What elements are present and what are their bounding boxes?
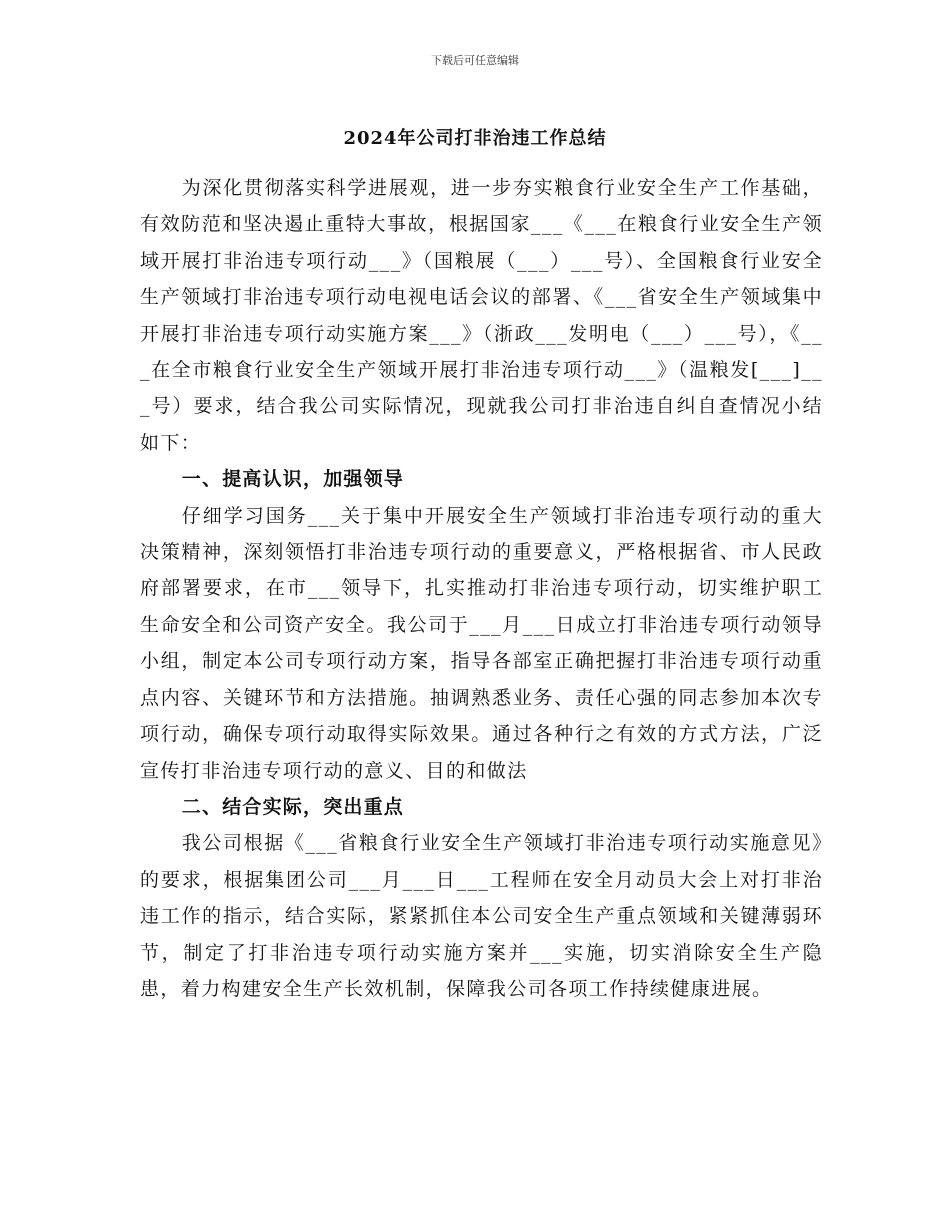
- paragraph-intro: 为深化贯彻落实科学进展观，进一步夯实粮食行业安全生产工作基础，有效防范和坚决遏止重特大事故，根据国家___《___在粮食行业安全生产领域开展打非治违专项行动___》（国粮展（___）___号）、全国粮食行业安全生产领域打非治违专项行动电视电话会议的部署、《___省安全生产领域集中开展打非治违专项行动实施方案___》（浙政___发明电（___）___号），《___在全市粮食行业安全生产领域开展打非治违专项行动___》（温粮发[___]___号）要求，结合我公司实际情况，现就我公司打非治违自纠自查情况小结如下：: [140, 177, 823, 454]
- document-title: 2024年公司打非治违工作总结: [343, 128, 607, 149]
- section-heading-1: 一、提高认识，加强领导: [181, 468, 404, 491]
- section-heading-2: 二、结合实际，突出重点: [181, 795, 404, 818]
- paragraph-section-1: 仔细学习国务___关于集中开展安全生产领域打非治违专项行动的重大决策精神，深刻领悟打非治违专项行动的重要意义，严格根据省、市人民政府部署要求，在市___领导下，扎实推动打非治违专项行动，切实维护职工生命安全和公司资产安全。我公司于___月___日成立打非治违专项行动领导小组，制定本公司专项行动方案，指导各部室正确把握打非治违专项行动重点内容、关键环节和方法措施。抽调熟悉业务、责任心强的同志参加本次专项行动，确保专项行动取得实际效果。通过各种行之有效的方式方法，广泛宣传打非治违专项行动的意义、目的和做法: [140, 504, 823, 782]
- page-header-note: 下载后可任意编辑: [431, 54, 519, 67]
- document-body: [140, 170, 823, 1007]
- paragraph-section-2: 我公司根据《___省粮食行业安全生产领域打非治违专项行动实施意见》的要求，根据集团公司___月___日___工程师在安全月动员大会上对打非治违工作的指示，结合实际，紧紧抓住本公司安全生产重点领域和关键薄弱环节，制定了打非治违专项行动实施方案并___实施，切实消除安全生产隐患，着力构建安全生产长效机制，保障我公司各项工作持续健康进展。: [140, 832, 823, 1000]
